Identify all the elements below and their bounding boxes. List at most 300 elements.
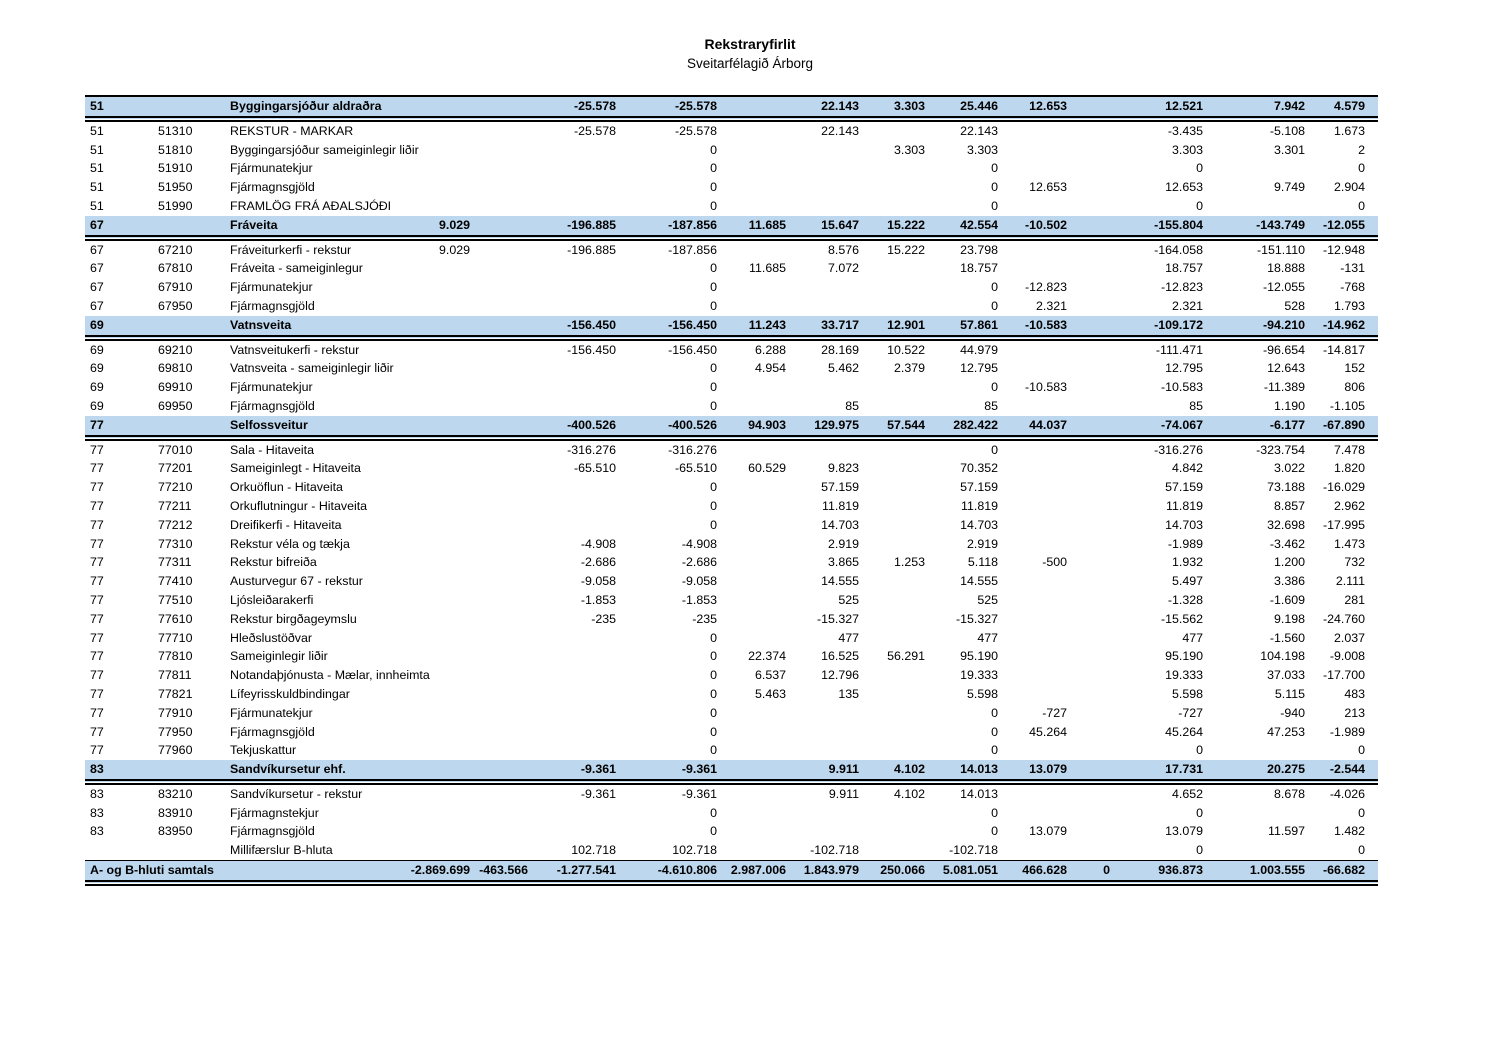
cell-subcode: 69910 bbox=[158, 380, 193, 395]
cell-value-7 bbox=[864, 822, 930, 841]
cell-description: Selfossveitur bbox=[230, 417, 308, 432]
cell-value-12: -1.609 bbox=[1269, 592, 1305, 607]
section-row-77 bbox=[85, 416, 1378, 438]
cell-value-13: 806 bbox=[1344, 380, 1365, 395]
cell-value-13: 2.111 bbox=[1335, 574, 1365, 589]
cell-value-8: 12.795 bbox=[960, 361, 998, 376]
cell-description: Sandvíkursetur - rekstur bbox=[230, 786, 363, 801]
cell-value-12 bbox=[1208, 741, 1310, 760]
data-row-77201 bbox=[85, 459, 1378, 478]
cell-value-6 bbox=[791, 723, 864, 742]
cell-value-2 bbox=[475, 197, 533, 216]
cell-value-13: 1.673 bbox=[1333, 123, 1365, 138]
cell-value-5 bbox=[722, 278, 791, 297]
cell-value-12: 9.749 bbox=[1273, 180, 1305, 195]
cell-value-12: -151.110 bbox=[1257, 242, 1305, 257]
cell-value-9 bbox=[1003, 259, 1072, 278]
cell-value-13: 2.904 bbox=[1333, 180, 1365, 195]
data-row bbox=[85, 841, 1378, 860]
cell-value-2 bbox=[475, 216, 533, 238]
data-row-77960 bbox=[85, 741, 1378, 760]
cell-value-11: 11.819 bbox=[1166, 498, 1203, 513]
cell-value-12: 528 bbox=[1284, 298, 1305, 313]
cell-value-3 bbox=[533, 741, 621, 760]
cell-value-12: -3.462 bbox=[1269, 536, 1305, 551]
cell-value-10 bbox=[1072, 178, 1115, 197]
cell-value-3 bbox=[533, 629, 621, 648]
cell-code: 77 bbox=[90, 686, 104, 701]
cell-subcode: 77960 bbox=[158, 743, 193, 758]
cell-value-9 bbox=[1003, 804, 1072, 823]
cell-value-11: 0 bbox=[1196, 805, 1203, 820]
cell-value-2 bbox=[475, 666, 533, 685]
cell-value-9 bbox=[1003, 397, 1072, 416]
cell-value-6: 129.975 bbox=[814, 417, 859, 432]
cell-value-11: 5.497 bbox=[1171, 574, 1203, 589]
cell-description: Lífeyrisskuldbindingar bbox=[230, 686, 350, 701]
cell-value-9 bbox=[1003, 535, 1072, 554]
cell-value-8: 14.013 bbox=[960, 762, 998, 777]
cell-value-6: -102.718 bbox=[810, 843, 859, 858]
cell-value-5 bbox=[722, 804, 791, 823]
cell-value-5: 4.954 bbox=[754, 361, 786, 376]
cell-value-2 bbox=[475, 416, 533, 438]
cell-value-6 bbox=[791, 704, 864, 723]
cell-code: A- og B-hluti samtals bbox=[90, 863, 214, 878]
cell-value-9 bbox=[1003, 141, 1072, 160]
cell-subcode bbox=[150, 841, 225, 860]
cell-value-13: 2 bbox=[1358, 142, 1365, 157]
cell-value-4: -9.058 bbox=[681, 574, 717, 589]
cell-value-2 bbox=[475, 553, 533, 572]
cell-value-7 bbox=[864, 159, 930, 178]
cell-value-3 bbox=[533, 723, 621, 742]
cell-value-11: 45.264 bbox=[1165, 724, 1203, 739]
cell-code: 51 bbox=[90, 161, 104, 176]
cell-value-1 bbox=[390, 723, 475, 742]
cell-value-3 bbox=[533, 359, 621, 378]
cell-description: Sala - Hitaveita bbox=[230, 442, 315, 457]
cell-code: 77 bbox=[90, 442, 104, 457]
cell-value-10 bbox=[1072, 338, 1115, 360]
cell-value-5: 11.685 bbox=[748, 217, 786, 232]
cell-subcode: 83910 bbox=[158, 805, 193, 820]
cell-subcode: 67210 bbox=[158, 242, 193, 257]
cell-value-8: 3.303 bbox=[966, 142, 998, 157]
data-row-77510 bbox=[85, 591, 1378, 610]
cell-value-4: 0 bbox=[710, 805, 717, 820]
cell-value-6: 5.462 bbox=[827, 361, 859, 376]
cell-value-10 bbox=[1072, 378, 1115, 397]
cell-description: Millifærslur B-hluta bbox=[230, 843, 333, 858]
cell-value-10 bbox=[1072, 259, 1115, 278]
cell-value-1: -2.869.699 bbox=[410, 863, 470, 878]
cell-value-8: 18.757 bbox=[960, 261, 998, 276]
cell-code: 77 bbox=[90, 630, 104, 645]
cell-value-7 bbox=[864, 278, 930, 297]
cell-value-10 bbox=[1072, 841, 1115, 860]
cell-value-13: -1.989 bbox=[1329, 724, 1365, 739]
cell-value-11: 13.079 bbox=[1165, 824, 1203, 839]
data-row-77410 bbox=[85, 572, 1378, 591]
cell-value-11: 12.653 bbox=[1165, 180, 1203, 195]
cell-description: Fjármunatekjur bbox=[230, 380, 313, 395]
cell-value-7 bbox=[864, 438, 930, 460]
cell-value-11: 477 bbox=[1182, 630, 1203, 645]
data-row-77910 bbox=[85, 704, 1378, 723]
cell-value-1 bbox=[390, 178, 475, 197]
cell-value-11: 0 bbox=[1196, 161, 1203, 176]
cell-value-8: 5.118 bbox=[967, 555, 998, 570]
cell-value-7: 2.379 bbox=[893, 361, 925, 376]
cell-value-8: 0 bbox=[991, 824, 998, 839]
cell-value-10 bbox=[1072, 438, 1115, 460]
cell-value-12: 1.200 bbox=[1273, 555, 1305, 570]
cell-value-6: 1.843.979 bbox=[803, 863, 859, 878]
cell-value-9: 44.037 bbox=[1029, 417, 1067, 432]
cell-value-13: -2.544 bbox=[1329, 762, 1365, 777]
cell-value-3: -9.361 bbox=[580, 762, 616, 777]
cell-value-9 bbox=[1003, 159, 1072, 178]
cell-value-13: 1.473 bbox=[1333, 536, 1365, 551]
cell-value-5 bbox=[722, 553, 791, 572]
cell-code: 77 bbox=[90, 498, 104, 513]
cell-value-4: 0 bbox=[710, 724, 717, 739]
cell-value-5 bbox=[722, 741, 791, 760]
cell-description: Fráveita - sameiginlegur bbox=[230, 261, 363, 276]
cell-value-13: 0 bbox=[1358, 161, 1365, 176]
cell-description: Rekstur birgðageymslu bbox=[230, 611, 357, 626]
cell-value-4: -4.908 bbox=[681, 536, 717, 551]
cell-value-1 bbox=[390, 741, 475, 760]
cell-value-7 bbox=[864, 178, 930, 197]
cell-value-12: 8.857 bbox=[1273, 498, 1305, 513]
cell-code: 77 bbox=[90, 649, 104, 664]
cell-value-3 bbox=[533, 497, 621, 516]
cell-description: Orkuöflun - Hitaveita bbox=[230, 480, 343, 495]
data-row-69950 bbox=[85, 397, 1378, 416]
cell-value-10 bbox=[1072, 159, 1115, 178]
cell-value-1 bbox=[390, 610, 475, 629]
cell-value-1 bbox=[390, 629, 475, 648]
cell-value-2 bbox=[475, 119, 533, 141]
cell-value-4: -235 bbox=[692, 611, 717, 626]
cell-value-3: -25.578 bbox=[573, 99, 616, 113]
cell-value-12: -12.055 bbox=[1262, 280, 1305, 295]
cell-value-1 bbox=[390, 278, 475, 297]
cell-code: 67 bbox=[90, 298, 104, 313]
cell-value-4: -9.361 bbox=[681, 786, 717, 801]
cell-value-5 bbox=[722, 782, 791, 804]
cell-value-7: 1.253 bbox=[893, 555, 925, 570]
cell-value-9 bbox=[1003, 629, 1072, 648]
cell-value-6 bbox=[791, 159, 864, 178]
data-row-83210 bbox=[85, 782, 1378, 804]
cell-value-13: -4.026 bbox=[1329, 786, 1365, 801]
cell-value-11: 0 bbox=[1196, 843, 1203, 858]
cell-value-12: -5.108 bbox=[1269, 123, 1305, 138]
cell-value-5 bbox=[722, 723, 791, 742]
cell-value-11: -10.583 bbox=[1160, 380, 1203, 395]
cell-value-8: 0 bbox=[991, 298, 998, 313]
cell-value-5 bbox=[722, 96, 791, 119]
cell-value-9: 13.079 bbox=[1029, 762, 1067, 777]
data-row-77610 bbox=[85, 610, 1378, 629]
data-row-77210 bbox=[85, 478, 1378, 497]
cell-value-13: -12.055 bbox=[1322, 217, 1365, 232]
cell-value-12: 9.198 bbox=[1273, 611, 1305, 626]
cell-value-12: -323.754 bbox=[1256, 442, 1305, 457]
cell-value-1 bbox=[390, 359, 475, 378]
cell-value-8: 57.159 bbox=[960, 480, 998, 495]
cell-value-10 bbox=[1072, 459, 1115, 478]
cell-value-4: 0 bbox=[710, 142, 717, 157]
cell-value-1 bbox=[390, 760, 475, 782]
data-row-83950 bbox=[85, 822, 1378, 841]
cell-value-2 bbox=[475, 397, 533, 416]
cell-value-9 bbox=[1003, 197, 1072, 216]
cell-value-4: 0 bbox=[710, 824, 717, 839]
cell-code: 51 bbox=[90, 142, 104, 157]
cell-value-8: 11.819 bbox=[961, 498, 998, 513]
cell-value-4: 0 bbox=[710, 361, 717, 376]
cell-value-3 bbox=[533, 259, 621, 278]
data-row-77950 bbox=[85, 723, 1378, 742]
cell-value-10 bbox=[1072, 647, 1115, 666]
cell-description bbox=[225, 861, 390, 883]
cell-value-4: -156.450 bbox=[668, 317, 717, 332]
cell-value-1: 9.029 bbox=[438, 217, 470, 232]
cell-value-5 bbox=[722, 478, 791, 497]
cell-value-8: 0 bbox=[991, 161, 998, 176]
data-row-67210 bbox=[85, 238, 1378, 260]
cell-value-7: 250.066 bbox=[880, 863, 925, 878]
cell-value-5 bbox=[722, 629, 791, 648]
data-row-77211 bbox=[85, 497, 1378, 516]
cell-value-10 bbox=[1072, 96, 1115, 119]
cell-value-8: -102.718 bbox=[949, 843, 998, 858]
cell-value-4: -4.610.806 bbox=[657, 863, 717, 878]
cell-value-3 bbox=[533, 197, 621, 216]
cell-value-1 bbox=[390, 647, 475, 666]
cell-value-10 bbox=[1072, 516, 1115, 535]
cell-value-1 bbox=[390, 516, 475, 535]
cell-value-3: -156.450 bbox=[567, 317, 616, 332]
data-row-77212 bbox=[85, 516, 1378, 535]
cell-value-1 bbox=[390, 497, 475, 516]
cell-value-10 bbox=[1072, 297, 1115, 316]
cell-value-10: 0 bbox=[1103, 863, 1110, 878]
cell-value-1 bbox=[390, 782, 475, 804]
cell-value-12: -940 bbox=[1280, 705, 1305, 720]
cell-value-3 bbox=[533, 478, 621, 497]
cell-value-7: 4.102 bbox=[893, 786, 925, 801]
cell-description: Vatnsveita bbox=[230, 317, 292, 332]
cell-value-13: 483 bbox=[1344, 686, 1365, 701]
cell-value-9 bbox=[1003, 610, 1072, 629]
cell-value-1: 9.029 bbox=[438, 242, 470, 257]
cell-value-6: 14.703 bbox=[821, 517, 859, 532]
total-row bbox=[85, 861, 1378, 883]
cell-value-2 bbox=[475, 760, 533, 782]
cell-description: Dreifikerfi - Hitaveita bbox=[230, 517, 342, 532]
cell-value-10 bbox=[1072, 629, 1115, 648]
cell-value-5 bbox=[722, 841, 791, 860]
cell-value-7 bbox=[864, 610, 930, 629]
cell-value-2 bbox=[475, 723, 533, 742]
cell-value-11: -12.823 bbox=[1160, 280, 1203, 295]
cell-value-5 bbox=[722, 159, 791, 178]
cell-code: 51 bbox=[90, 180, 104, 195]
cell-value-9 bbox=[1003, 572, 1072, 591]
cell-value-12: 5.115 bbox=[1274, 686, 1305, 701]
cell-value-11: 936.873 bbox=[1158, 863, 1203, 878]
cell-value-13: 1.482 bbox=[1333, 824, 1365, 839]
cell-value-1 bbox=[390, 478, 475, 497]
cell-value-1 bbox=[390, 535, 475, 554]
cell-value-10 bbox=[1072, 497, 1115, 516]
cell-value-11: -1.989 bbox=[1167, 536, 1203, 551]
cell-value-2 bbox=[475, 459, 533, 478]
cell-value-6 bbox=[791, 278, 864, 297]
cell-subcode: 67810 bbox=[158, 261, 193, 276]
cell-code: 77 bbox=[90, 724, 104, 739]
cell-code: 69 bbox=[90, 398, 104, 413]
cell-description: Hleðslustöðvar bbox=[230, 630, 312, 645]
cell-subcode: 77610 bbox=[158, 611, 193, 626]
cell-value-3 bbox=[533, 666, 621, 685]
cell-value-6: -15.327 bbox=[816, 611, 859, 626]
cell-value-1 bbox=[390, 822, 475, 841]
cell-value-9 bbox=[1003, 338, 1072, 360]
cell-description: Notandaþjónusta - Mælar, innheimta bbox=[230, 668, 430, 683]
cell-value-3: -9.058 bbox=[580, 574, 616, 589]
data-row-51990 bbox=[85, 197, 1378, 216]
cell-value-5 bbox=[722, 438, 791, 460]
cell-value-2 bbox=[475, 359, 533, 378]
cell-value-5 bbox=[722, 535, 791, 554]
cell-subcode: 77910 bbox=[158, 705, 193, 720]
cell-value-11: -74.067 bbox=[1160, 417, 1203, 432]
cell-value-10 bbox=[1072, 278, 1115, 297]
cell-value-10 bbox=[1072, 141, 1115, 160]
cell-value-4: 0 bbox=[710, 498, 717, 513]
cell-value-1 bbox=[390, 591, 475, 610]
cell-value-6 bbox=[791, 804, 864, 823]
cell-value-6: 33.717 bbox=[821, 317, 859, 332]
cell-value-8: 5.081.051 bbox=[942, 863, 998, 878]
data-row-51310 bbox=[85, 119, 1378, 141]
cell-value-7: 56.291 bbox=[887, 649, 925, 664]
cell-value-7 bbox=[864, 685, 930, 704]
cell-value-6: 8.576 bbox=[827, 242, 859, 257]
cell-value-5 bbox=[722, 760, 791, 782]
cell-subcode: 51310 bbox=[158, 123, 193, 138]
cell-code: 77 bbox=[90, 592, 104, 607]
cell-value-3: -2.686 bbox=[580, 555, 616, 570]
cell-code: 77 bbox=[90, 705, 104, 720]
cell-value-10 bbox=[1072, 553, 1115, 572]
cell-value-8: 42.554 bbox=[960, 217, 998, 232]
cell-description: Orkuflutningur - Hitaveita bbox=[230, 498, 368, 513]
cell-value-4: -187.856 bbox=[668, 242, 717, 257]
cell-value-8: 0 bbox=[991, 380, 998, 395]
cell-value-5 bbox=[722, 197, 791, 216]
cell-value-1 bbox=[390, 197, 475, 216]
cell-code: 67 bbox=[90, 242, 104, 257]
cell-value-6: 135 bbox=[838, 686, 859, 701]
cell-value-3: 102.718 bbox=[571, 843, 616, 858]
cell-description: Fjármagnsgjöld bbox=[230, 180, 315, 195]
cell-code: 67 bbox=[90, 280, 104, 295]
cell-value-13: 7.478 bbox=[1333, 442, 1365, 457]
cell-value-8: 19.333 bbox=[960, 668, 998, 683]
cell-value-4: -25.578 bbox=[674, 99, 717, 113]
cell-value-7: 57.544 bbox=[887, 417, 925, 432]
cell-value-10 bbox=[1072, 416, 1115, 438]
cell-value-8: 0 bbox=[991, 280, 998, 295]
cell-value-2 bbox=[475, 338, 533, 360]
cell-value-13: 0 bbox=[1358, 805, 1365, 820]
cell-value-4: 0 bbox=[710, 668, 717, 683]
cell-value-1 bbox=[390, 259, 475, 278]
cell-value-4: 0 bbox=[710, 517, 717, 532]
cell-value-7 bbox=[864, 841, 930, 860]
data-row-51950 bbox=[85, 178, 1378, 197]
cell-value-10 bbox=[1072, 666, 1115, 685]
cell-value-9: 466.628 bbox=[1022, 863, 1067, 878]
cell-value-10 bbox=[1072, 397, 1115, 416]
cell-value-10 bbox=[1072, 119, 1115, 141]
cell-value-6 bbox=[791, 741, 864, 760]
cell-value-9: 45.264 bbox=[1029, 724, 1067, 739]
cell-value-5 bbox=[722, 822, 791, 841]
cell-value-6 bbox=[791, 178, 864, 197]
cell-value-5 bbox=[722, 610, 791, 629]
cell-description: Ljósleiðarakerfi bbox=[230, 592, 314, 607]
cell-value-4: 0 bbox=[710, 398, 717, 413]
cell-value-6: 12.796 bbox=[821, 668, 859, 683]
cell-code: 67 bbox=[90, 261, 104, 276]
cell-value-9: 12.653 bbox=[1029, 99, 1067, 113]
cell-value-9 bbox=[1003, 741, 1072, 760]
cell-description: Fjármagnsgjöld bbox=[230, 298, 315, 313]
cell-value-12: 3.386 bbox=[1273, 574, 1305, 589]
cell-code: 69 bbox=[90, 342, 104, 357]
cell-subcode: 67950 bbox=[158, 298, 193, 313]
cell-value-7: 10.522 bbox=[887, 342, 925, 357]
cell-value-13: -67.890 bbox=[1322, 417, 1365, 432]
cell-value-2 bbox=[475, 378, 533, 397]
cell-value-11: 85 bbox=[1189, 398, 1203, 413]
cell-value-6: 9.911 bbox=[828, 786, 859, 801]
cell-value-6: 16.525 bbox=[821, 649, 859, 664]
data-row-77811 bbox=[85, 666, 1378, 685]
cell-subcode: 77510 bbox=[158, 592, 193, 607]
cell-value-11: -109.172 bbox=[1154, 317, 1203, 332]
cell-value-4: -156.450 bbox=[668, 342, 717, 357]
cell-value-3: -316.276 bbox=[567, 442, 616, 457]
cell-value-9 bbox=[1003, 666, 1072, 685]
cell-value-11: 95.190 bbox=[1165, 649, 1203, 664]
cell-value-1 bbox=[390, 96, 475, 119]
cell-value-2 bbox=[475, 438, 533, 460]
cell-value-3 bbox=[533, 704, 621, 723]
cell-value-1 bbox=[390, 438, 475, 460]
cell-value-6: 28.169 bbox=[821, 342, 859, 357]
cell-value-13: -17.700 bbox=[1322, 668, 1365, 683]
cell-value-11: -1.328 bbox=[1167, 592, 1203, 607]
